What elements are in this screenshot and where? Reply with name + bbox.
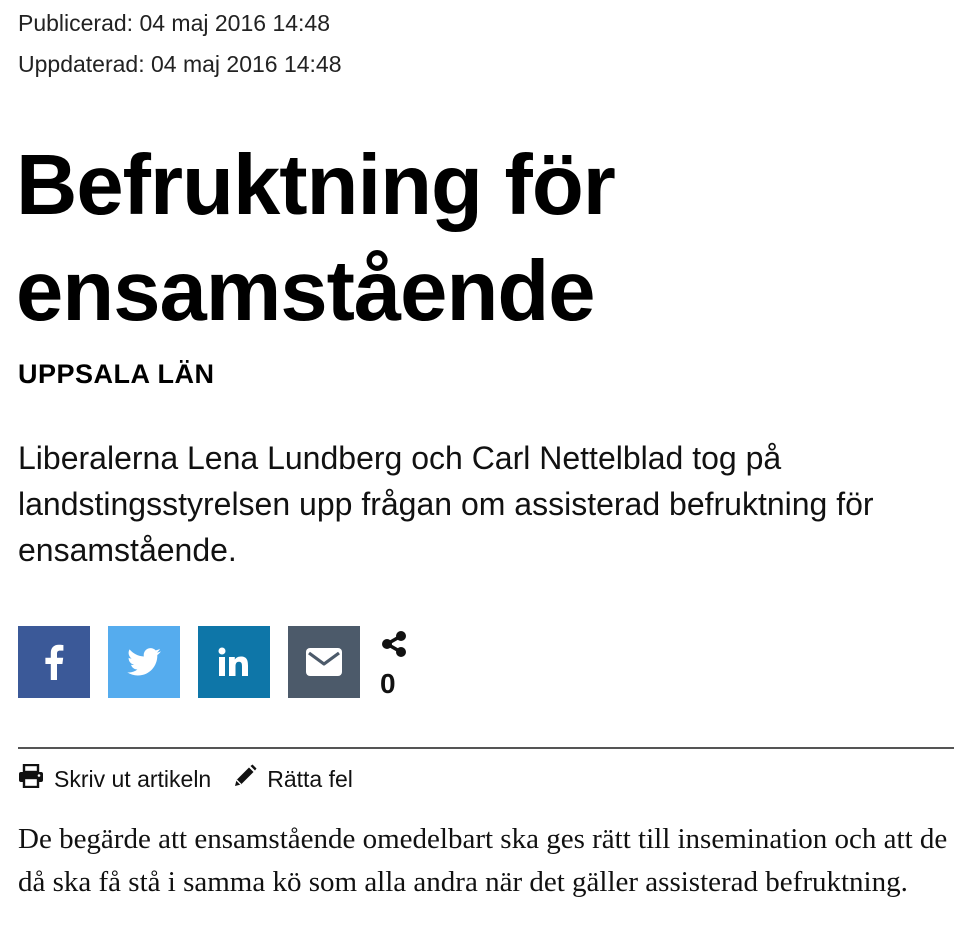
email-icon [306,648,342,676]
article-headline: Befruktning för ensamstående [16,138,615,339]
facebook-share-button[interactable] [18,626,90,698]
published-date: Publicerad: 04 maj 2016 14:48 [18,10,330,36]
article-lead: Liberalerna Lena Lundberg och Carl Nettelblad tog på landstingsstyrelsen upp frågan om assisterad befruktning för ensamstående. [18,440,874,568]
share-count-block[interactable] [378,626,418,698]
print-article-button[interactable] [18,764,211,794]
linkedin-icon [218,647,250,677]
facebook-icon [44,644,64,680]
printer-icon [18,764,54,794]
linkedin-share-button[interactable] [198,626,270,698]
twitter-share-button[interactable] [108,626,180,698]
pencil-icon [233,764,267,794]
article-body: De begärde att ensamstående omedelbart ska ges rätt till insemination och att de då ska få stå i samma kö som alla andra när det gäller assisterad befruktning. [18,823,948,898]
article-tools [18,764,375,794]
share-bar [18,626,418,698]
share-icon [380,630,408,663]
print-article-label: Skriv ut artikeln [54,765,212,792]
report-error-button[interactable] [233,764,353,794]
share-count: 0 [380,668,396,699]
twitter-icon [127,648,161,676]
region-label[interactable]: UPPSALA LÄN [18,359,215,389]
email-share-button[interactable] [288,626,360,698]
tools-divider [18,747,954,749]
updated-date: Uppdaterad: 04 maj 2016 14:48 [18,51,342,77]
report-error-label: Rätta fel [267,765,353,792]
